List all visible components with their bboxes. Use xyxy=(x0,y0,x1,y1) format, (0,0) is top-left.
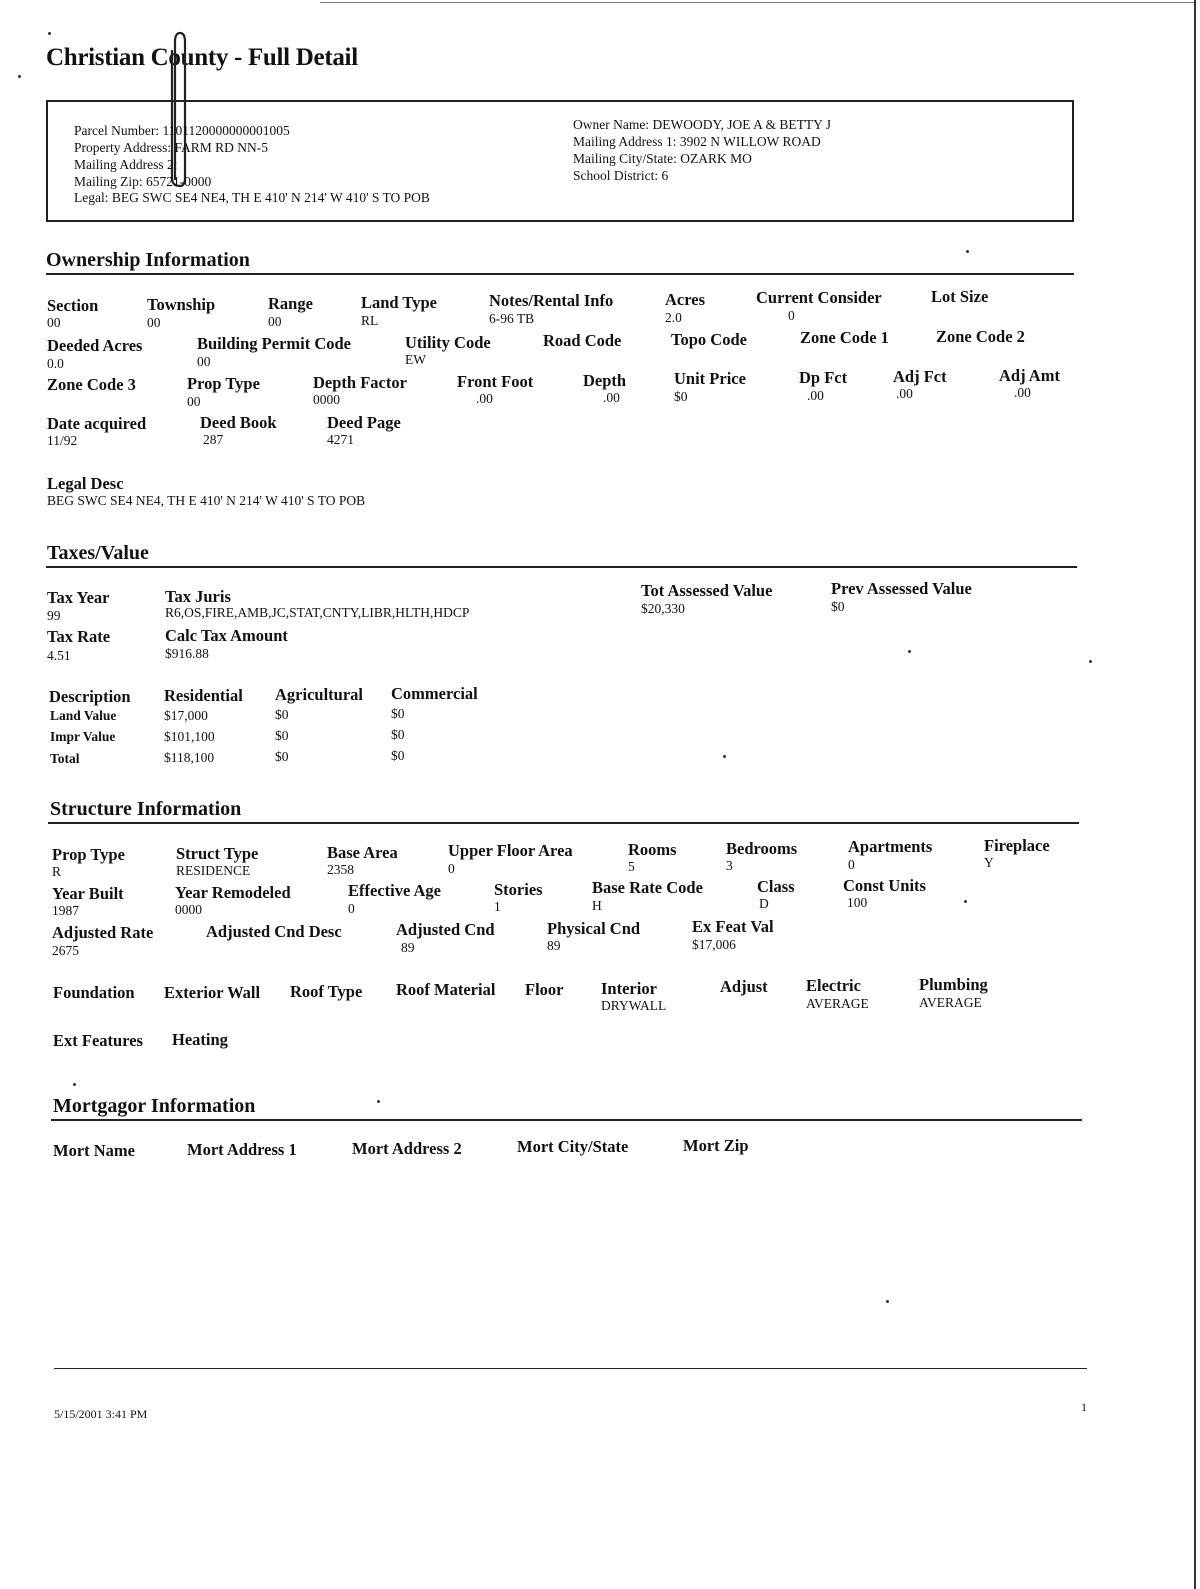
table-cell: $0 xyxy=(275,728,289,743)
scan-speck xyxy=(886,1300,889,1303)
adjust-label: Adjust xyxy=(720,977,768,996)
adj-amt-value: .00 xyxy=(1014,385,1031,400)
depth-value: .00 xyxy=(603,390,620,405)
zone-code-1-label: Zone Code 1 xyxy=(800,328,889,347)
zone-code-2-label: Zone Code 2 xyxy=(936,327,1025,346)
base-area-value: 2358 xyxy=(327,862,354,877)
mortgagor-heading: Mortgagor Information xyxy=(53,1095,256,1117)
tax-year-value: 99 xyxy=(47,608,61,623)
building-permit-code-label: Building Permit Code xyxy=(197,334,352,353)
interior-value: DRYWALL xyxy=(601,998,667,1013)
struct-type-label: Struct Type xyxy=(176,844,259,863)
upper-floor-area-value: 0 xyxy=(448,861,455,876)
tax-juris-value: R6,OS,FIRE,AMB,JC,STAT,CNTY,LIBR,HLTH,HDCP xyxy=(165,605,470,620)
notes-rental-label: Notes/Rental Info xyxy=(489,291,614,310)
prop-type-value: 00 xyxy=(187,394,201,409)
mailing-city-state: Mailing City/State: OZARK MO xyxy=(573,151,752,166)
deed-book-label: Deed Book xyxy=(200,413,277,432)
acres-label: Acres xyxy=(665,290,706,309)
tax-rate-label: Tax Rate xyxy=(47,627,111,646)
bedrooms-value: 3 xyxy=(726,858,733,873)
section-rule xyxy=(51,1119,1082,1121)
lot-size-label: Lot Size xyxy=(931,287,989,306)
fireplace-label: Fireplace xyxy=(984,836,1050,855)
taxes-heading: Taxes/Value xyxy=(47,542,149,564)
ext-features-label: Ext Features xyxy=(53,1031,143,1050)
print-timestamp: 5/15/2001 3:41 PM xyxy=(54,1407,148,1421)
township-label: Township xyxy=(147,295,216,314)
current-consider-label: Current Consider xyxy=(756,288,882,307)
exterior-wall-label: Exterior Wall xyxy=(164,983,261,1002)
table-cell: Land Value xyxy=(50,708,117,723)
prev-assessed-label: Prev Assessed Value xyxy=(831,579,972,598)
class-value: D xyxy=(759,896,769,911)
topo-code-label: Topo Code xyxy=(671,330,747,349)
table-header: Agricultural xyxy=(275,685,363,704)
upper-floor-area-label: Upper Floor Area xyxy=(448,841,573,860)
electric-label: Electric xyxy=(806,976,861,995)
road-code-label: Road Code xyxy=(543,331,622,350)
calc-tax-label: Calc Tax Amount xyxy=(165,626,288,645)
calc-tax-value: $916.88 xyxy=(165,646,209,661)
township-value: 00 xyxy=(147,315,161,330)
adj-fct-label: Adj Fct xyxy=(893,367,947,386)
mort-name-label: Mort Name xyxy=(53,1141,136,1160)
tot-assessed-label: Tot Assessed Value xyxy=(641,581,773,600)
struct-type-value: RESIDENCE xyxy=(176,863,251,878)
physical-cnd-label: Physical Cnd xyxy=(547,919,641,938)
plumbing-label: Plumbing xyxy=(919,975,988,994)
mailing-address-2: Mailing Address 2: xyxy=(74,157,178,172)
table-cell: $0 xyxy=(275,707,289,722)
base-rate-code-value: H xyxy=(592,898,602,913)
utility-code-label: Utility Code xyxy=(405,333,491,352)
parcel-number: Parcel Number: 1101120000000001005 xyxy=(74,123,290,138)
utility-code-value: EW xyxy=(405,352,426,367)
front-foot-value: .00 xyxy=(476,391,493,406)
plumbing-value: AVERAGE xyxy=(919,995,982,1010)
struct-prop-type-label: Prop Type xyxy=(52,845,125,864)
deeded-acres-label: Deeded Acres xyxy=(47,336,143,355)
unit-price-value: $0 xyxy=(674,389,688,404)
table-header: Residential xyxy=(164,686,243,705)
deed-book-value: 287 xyxy=(203,432,224,447)
section-value: 00 xyxy=(47,315,61,330)
page-number: 1 xyxy=(1081,1400,1087,1414)
table-cell: $118,100 xyxy=(164,750,215,765)
const-units-value: 100 xyxy=(847,895,868,910)
notes-rental-value: 6-96 TB xyxy=(489,311,535,326)
const-units-label: Const Units xyxy=(843,876,926,895)
roof-type-label: Roof Type xyxy=(290,982,363,1001)
table-cell: Impr Value xyxy=(50,729,116,744)
year-built-value: 1987 xyxy=(52,903,79,918)
physical-cnd-value: 89 xyxy=(547,938,561,953)
mort-zip-label: Mort Zip xyxy=(683,1136,749,1155)
floor-label: Floor xyxy=(525,980,564,999)
ex-feat-val-value: $17,006 xyxy=(692,937,736,952)
adjusted-rate-label: Adjusted Rate xyxy=(52,923,154,942)
structure-heading: Structure Information xyxy=(50,798,242,820)
base-rate-code-label: Base Rate Code xyxy=(592,878,703,897)
section-rule xyxy=(46,273,1074,275)
depth-factor-value: 0000 xyxy=(313,392,340,407)
date-acquired-value: 11/92 xyxy=(47,433,78,448)
legal-desc-label: Legal Desc xyxy=(47,474,124,493)
dp-fct-label: Dp Fct xyxy=(799,368,848,387)
table-header: Commercial xyxy=(391,684,478,703)
apartments-label: Apartments xyxy=(848,837,933,856)
current-consider-value: 0 xyxy=(788,308,795,323)
zone-code-3-label: Zone Code 3 xyxy=(47,375,136,394)
land-type-value: RL xyxy=(361,313,379,328)
page-edge-right xyxy=(1194,0,1196,1589)
electric-value: AVERAGE xyxy=(806,996,869,1011)
land-type-label: Land Type xyxy=(361,293,437,312)
table-cell: $17,000 xyxy=(164,708,208,723)
footer-rule xyxy=(54,1368,1087,1369)
mort-city-state-label: Mort City/State xyxy=(517,1137,629,1156)
stories-label: Stories xyxy=(494,880,543,899)
range-label: Range xyxy=(268,294,313,313)
page-edge-top xyxy=(320,2,1196,3)
school-district: School District: 6 xyxy=(573,168,669,183)
mailing-address-1: Mailing Address 1: 3902 N WILLOW ROAD xyxy=(573,134,821,149)
mort-address-2-label: Mort Address 2 xyxy=(352,1139,462,1158)
section-label: Section xyxy=(47,296,99,315)
adjusted-rate-value: 2675 xyxy=(52,943,79,958)
deeded-acres-value: 0.0 xyxy=(47,356,64,371)
table-cell: Total xyxy=(50,751,80,766)
owner-name: Owner Name: DEWOODY, JOE A & BETTY J xyxy=(573,117,831,132)
foundation-label: Foundation xyxy=(53,983,135,1002)
ownership-heading: Ownership Information xyxy=(46,249,250,271)
heating-label: Heating xyxy=(172,1030,228,1049)
legal-line: Legal: BEG SWC SE4 NE4, TH E 410' N 214' W 410' S TO POB xyxy=(74,190,430,205)
prev-assessed-value: $0 xyxy=(831,599,845,614)
table-cell: $101,100 xyxy=(164,729,215,744)
stories-value: 1 xyxy=(494,899,501,914)
year-remodeled-value: 0000 xyxy=(175,902,202,917)
scan-speck xyxy=(723,755,726,758)
base-area-label: Base Area xyxy=(327,843,398,862)
page-title: Christian County - Full Detail xyxy=(46,44,358,71)
struct-prop-type-value: R xyxy=(52,864,62,879)
ex-feat-val-label: Ex Feat Val xyxy=(692,917,774,936)
scan-speck xyxy=(1089,660,1092,663)
range-value: 00 xyxy=(268,314,282,329)
prop-type-label: Prop Type xyxy=(187,374,260,393)
depth-factor-label: Depth Factor xyxy=(313,373,407,392)
legal-desc-value: BEG SWC SE4 NE4, TH E 410' N 214' W 410' S TO POB xyxy=(47,493,366,508)
date-acquired-label: Date acquired xyxy=(47,414,147,433)
rooms-value: 5 xyxy=(628,859,635,874)
year-built-label: Year Built xyxy=(52,884,124,903)
table-cell: $0 xyxy=(275,749,289,764)
effective-age-value: 0 xyxy=(348,901,355,916)
effective-age-label: Effective Age xyxy=(348,881,441,900)
table-cell: $0 xyxy=(391,706,405,721)
fireplace-value: Y xyxy=(984,855,994,870)
table-cell: $0 xyxy=(391,748,405,763)
scan-speck xyxy=(73,1083,76,1086)
acres-value: 2.0 xyxy=(665,310,682,325)
dp-fct-value: .00 xyxy=(807,388,824,403)
property-address: Property Address: FARM RD NN-5 xyxy=(74,140,269,155)
building-permit-code-value: 00 xyxy=(197,354,211,369)
scan-speck xyxy=(377,1100,380,1103)
rooms-label: Rooms xyxy=(628,840,677,859)
front-foot-label: Front Foot xyxy=(457,372,534,391)
class-label: Class xyxy=(757,877,795,896)
scan-speck xyxy=(48,32,51,35)
section-rule xyxy=(46,566,1077,568)
adj-amt-label: Adj Amt xyxy=(999,366,1060,385)
scan-speck xyxy=(18,75,21,78)
table-header: Description xyxy=(49,687,131,706)
adjusted-cnd-desc-label: Adjusted Cnd Desc xyxy=(206,922,342,941)
tax-juris-label: Tax Juris xyxy=(165,587,231,606)
year-remodeled-label: Year Remodeled xyxy=(175,883,291,902)
scan-speck xyxy=(908,650,911,653)
bedrooms-label: Bedrooms xyxy=(726,839,798,858)
apartments-value: 0 xyxy=(848,857,855,872)
tax-rate-value: 4.51 xyxy=(47,648,71,663)
deed-page-value: 4271 xyxy=(327,432,354,447)
mailing-zip: Mailing Zip: 65721-0000 xyxy=(74,174,212,189)
adjusted-cnd-value: 89 xyxy=(401,940,415,955)
interior-label: Interior xyxy=(601,979,657,998)
mort-address-1-label: Mort Address 1 xyxy=(187,1140,297,1159)
unit-price-label: Unit Price xyxy=(674,369,746,388)
tax-year-label: Tax Year xyxy=(47,588,110,607)
scan-speck xyxy=(964,900,967,903)
section-rule xyxy=(48,822,1079,824)
deed-page-label: Deed Page xyxy=(327,413,401,432)
adj-fct-value: .00 xyxy=(896,386,913,401)
roof-material-label: Roof Material xyxy=(396,980,496,999)
scan-speck xyxy=(966,250,969,253)
table-cell: $0 xyxy=(391,727,405,742)
tot-assessed-value: $20,330 xyxy=(641,601,685,616)
adjusted-cnd-label: Adjusted Cnd xyxy=(396,920,495,939)
depth-label: Depth xyxy=(583,371,627,390)
